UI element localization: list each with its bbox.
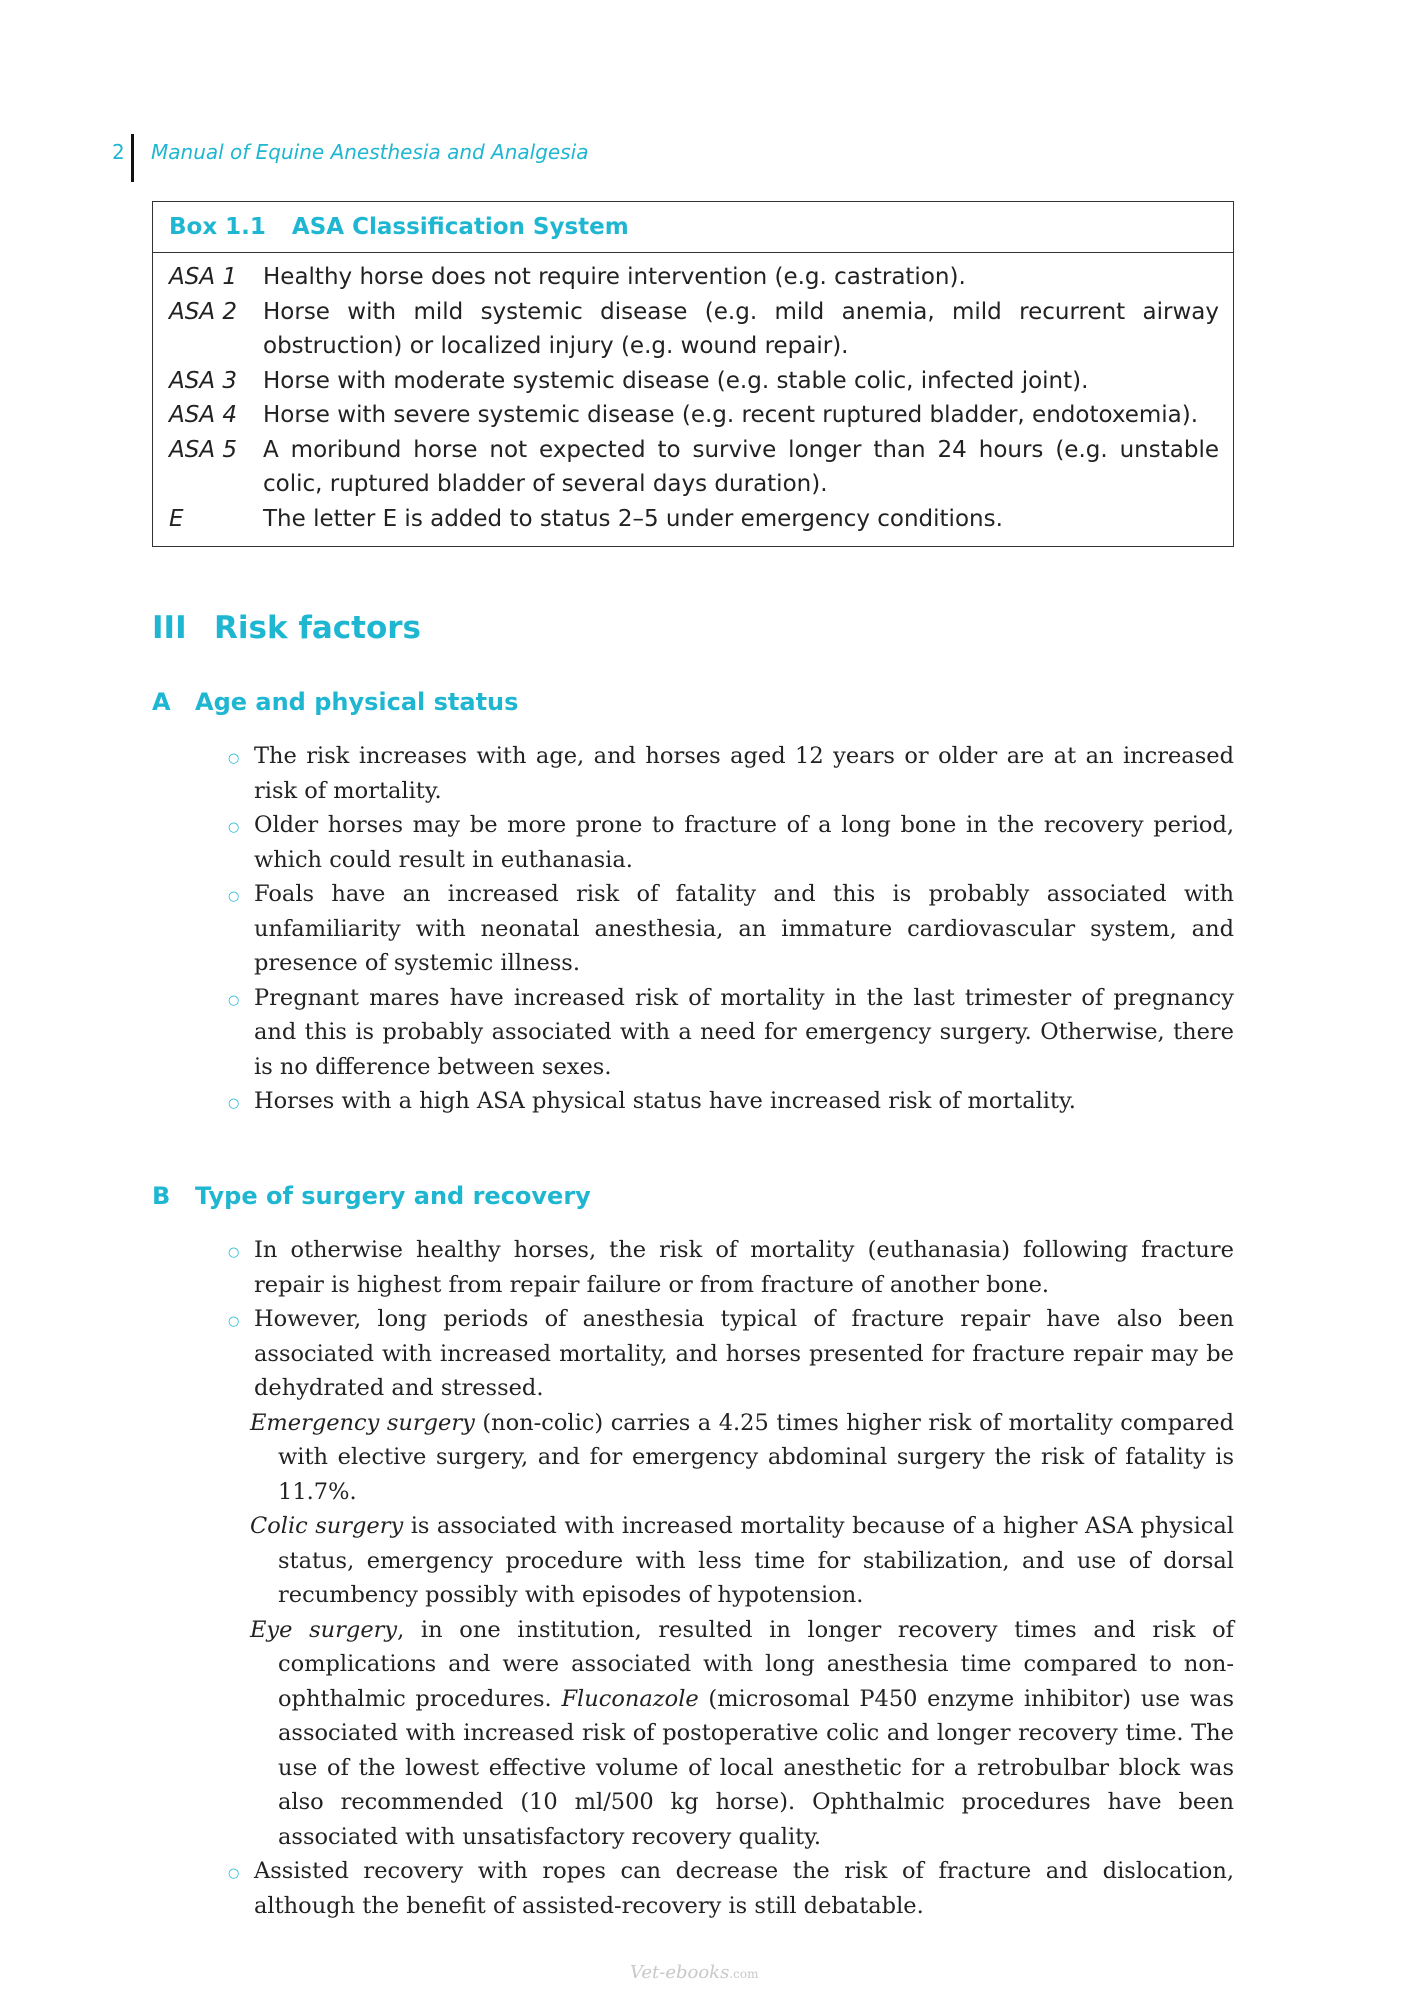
header-divider	[131, 134, 134, 182]
asa-description: Horse with mild systemic disease (e.g. mild anemia, mild recurrent airway obstruction) or localized injury (e.g. wound repair).	[263, 298, 1219, 359]
colic-surgery-text: is associated with increased mortality because of a higher ASA physical status, emergency procedure with less time for stabilization, and use of dorsal recumbency possibly with episodes of hypotension.	[278, 1513, 1234, 1608]
emergency-surgery-item	[226, 1406, 1234, 1510]
bullet-list-b	[226, 1233, 1234, 1923]
asa-row	[169, 295, 1219, 364]
bullet-list-a	[226, 739, 1234, 1119]
list-item-text: Pregnant mares have increased risk of mortality in the last trimester of pregnancy and this is probably associated with a need for emergency surgery. Otherwise, there is no difference between sexes.	[254, 984, 1234, 1080]
asa-description: Horse with moderate systemic disease (e.g. stable colic, infected joint).	[263, 367, 1089, 394]
list-item	[226, 1302, 1234, 1406]
list-item-text: Horses with a high ASA physical status have increased risk of mortality.	[254, 1088, 1076, 1114]
box-title-row	[153, 202, 1233, 253]
list-item	[226, 877, 1234, 981]
list-item-text: However, long periods of anesthesia typical of fracture repair have also been associated with increased mortality, and horses presented for fracture repair may be dehydrated and stressed.	[254, 1306, 1234, 1401]
asa-description: Healthy horse does not require intervention (e.g. castration).	[263, 264, 966, 290]
circle-bullet-icon: ○	[228, 1245, 240, 1260]
list-item	[226, 1854, 1234, 1923]
asa-code: E	[169, 505, 184, 532]
circle-bullet-icon: ○	[228, 1096, 240, 1111]
list-item	[226, 1233, 1234, 1302]
asa-description: Horse with severe systemic disease (e.g. recent ruptured bladder, endotoxemia).	[263, 402, 1199, 428]
asa-code: ASA 1	[169, 264, 238, 290]
subsection-letter: A	[152, 688, 171, 716]
watermark-name: Vet-ebooks	[630, 1962, 730, 1983]
subsection-title: Type of surgery and recovery	[195, 1182, 591, 1210]
box-body	[153, 253, 1233, 536]
subsection-heading-b	[152, 1182, 591, 1210]
eye-surgery-text: , in one institution, resulted in longer recovery times and risk of complications and were associated with long anesthesia time compared to non-ophthalmic procedures.	[278, 1616, 1234, 1712]
eye-surgery-term: Eye surgery	[250, 1616, 398, 1643]
fluconazole-text: (microsomal P450 enzyme inhibitor) use was associated with increased risk of postoperative colic and longer recovery time. The use of the lowest effective volume of local anesthetic for a retrobulbar block was also recommended (10 ml/500 kg horse). Ophthalmic procedures have been associated with unsatisfactory recovery quality.	[278, 1685, 1234, 1850]
colic-surgery-term: Colic surgery	[250, 1513, 404, 1539]
list-item	[226, 981, 1234, 1085]
asa-description: A moribund horse not expected to survive longer than 24 hours (e.g. unstable colic, ruptured bladder of several days duration).	[263, 436, 1219, 497]
emergency-surgery-term: Emergency surgery	[250, 1409, 475, 1436]
circle-bullet-icon: ○	[228, 1314, 240, 1329]
asa-row	[169, 260, 1219, 295]
list-item-text: Foals have an increased risk of fatality and this is probably associated with unfamiliarity with neonatal anesthesia, an immature cardiovascular system, and presence of systemic illness.	[254, 881, 1234, 976]
list-item-text: Older horses may be more prone to fracture of a long bone in the recovery period, which could result in euthanasia.	[254, 812, 1234, 873]
eye-surgery-item	[226, 1613, 1234, 1855]
circle-bullet-icon: ○	[228, 992, 240, 1008]
list-item	[226, 808, 1234, 877]
asa-description: The letter E is added to status 2–5 under emergency conditions.	[263, 505, 1003, 532]
box-label: Box 1.1	[169, 214, 266, 240]
subsection-title: Age and physical status	[195, 688, 519, 716]
list-item-text: In otherwise healthy horses, the risk of mortality (euthanasia) following fracture repair is highest from repair failure or from fracture of another bone.	[254, 1237, 1234, 1298]
subsection-letter: B	[152, 1182, 171, 1210]
section-number: III	[152, 610, 187, 646]
asa-row	[169, 433, 1219, 502]
list-item	[226, 739, 1234, 808]
asa-classification-box	[152, 201, 1234, 547]
circle-bullet-icon: ○	[228, 751, 240, 766]
list-item-text: The risk increases with age, and horses aged 12 years or older are at an increased risk of mortality.	[254, 743, 1234, 804]
asa-row	[169, 364, 1219, 399]
asa-row	[169, 502, 1219, 537]
page-number: 2	[112, 140, 125, 164]
box-title: ASA Classification System	[291, 214, 629, 240]
watermark-suffix: .com	[729, 1967, 759, 1981]
section-heading	[152, 610, 421, 646]
book-title: Manual of Equine Anesthesia and Analgesia	[151, 140, 589, 164]
subsection-heading-a	[152, 688, 518, 716]
fluconazole-term: Fluconazole	[561, 1685, 699, 1712]
asa-code: ASA 4	[169, 402, 238, 428]
colic-surgery-item	[226, 1509, 1234, 1613]
list-item	[226, 1084, 1234, 1119]
circle-bullet-icon: ○	[228, 820, 240, 835]
section-title: Risk factors	[214, 610, 421, 646]
asa-code: ASA 5	[169, 436, 238, 463]
asa-row	[169, 398, 1219, 433]
list-item-text: Assisted recovery with ropes can decrease the risk of fracture and dislocation, although the benefit of assisted-recovery is still debatable.	[254, 1858, 1234, 1919]
asa-code: ASA 2	[169, 298, 238, 325]
circle-bullet-icon: ○	[228, 889, 240, 904]
watermark	[630, 1962, 758, 1983]
asa-code: ASA 3	[169, 367, 238, 394]
circle-bullet-icon: ○	[228, 1866, 240, 1881]
emergency-surgery-text: (non-colic) carries a 4.25 times higher risk of mortality compared with elective surgery, and for emergency abdominal surgery the risk of fatality is 11.7%.	[278, 1409, 1234, 1505]
